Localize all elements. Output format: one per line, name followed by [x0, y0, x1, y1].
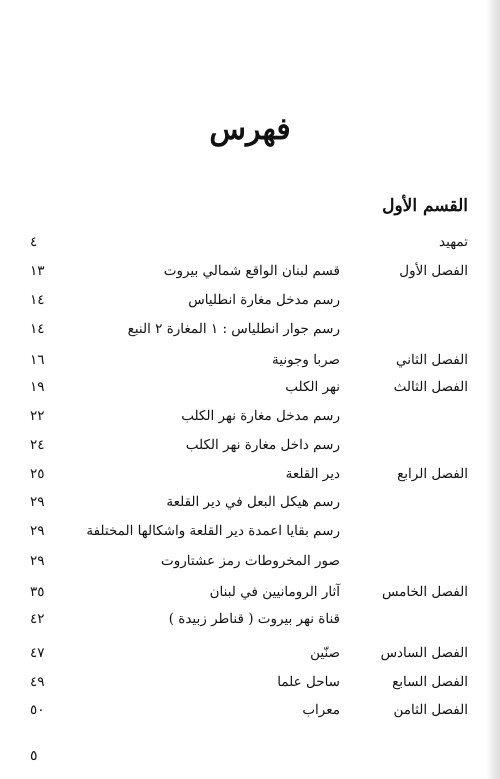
toc-row [0, 674, 500, 698]
toc-page-number: ٢٩ [30, 523, 45, 539]
section-heading: القسم الأول [382, 196, 468, 216]
toc-page-number: ١٣ [30, 263, 45, 279]
toc-chapter: الفصل الرابع [397, 466, 468, 482]
page-title: فهرس [209, 112, 291, 147]
toc-page-number: ١٤ [30, 321, 45, 337]
toc-row [0, 553, 500, 577]
toc-page-number: ٥٠ [30, 702, 45, 718]
toc-row [0, 611, 500, 635]
toc-chapter: تمهيد [439, 234, 468, 250]
toc-entry: قناة نهر بيروت ( قناطر زبيدة ) [168, 611, 340, 627]
toc-entry: رسم جوار انطلياس : ١ المغارة ٢ النبع [127, 321, 340, 337]
toc-row [0, 352, 500, 376]
toc-page-number: ٤٢ [30, 611, 45, 627]
toc-page-number: ٣٥ [30, 584, 45, 600]
toc-row [0, 494, 500, 518]
toc-row [0, 702, 500, 726]
toc-entry: نهر الكلب [285, 379, 340, 395]
toc-page-number: ١٩ [30, 379, 45, 395]
toc-chapter: الفصل الخامس [381, 584, 468, 600]
toc-page-number: ٤ [30, 234, 38, 250]
toc-entry: دير القلعة [285, 466, 340, 482]
toc-entry: رسم مدخل مغارة نهر الكلب [181, 408, 340, 424]
toc-row [0, 466, 500, 490]
toc-entry: صربا وجونية [272, 352, 340, 368]
toc-page-number: ٤٧ [30, 645, 45, 661]
toc-row [0, 379, 500, 403]
toc-row [0, 263, 500, 287]
toc-row [0, 645, 500, 669]
toc-row [0, 523, 500, 547]
toc-page-number: ٢٢ [30, 408, 45, 424]
toc-entry: رسم هيكل البعل في دير القلعة [166, 494, 340, 510]
toc-entry: ساحل علما [277, 674, 340, 690]
toc-entry: صور المخروطات رمز عشتاروت [161, 553, 340, 569]
toc-chapter: الفصل الثاني [396, 352, 468, 368]
toc-entry: قسم لبنان الواقع شمالي بيروت [163, 263, 340, 279]
toc-page-number: ٢٩ [30, 494, 45, 510]
toc-entry: رسم داخل مغارة نهر الكلب [185, 437, 340, 453]
toc-chapter: الفصل الأول [399, 263, 468, 279]
toc-row [0, 408, 500, 432]
toc-row [0, 234, 500, 258]
toc-chapter: الفصل السادس [380, 645, 468, 661]
toc-page-number: ٢٤ [30, 437, 45, 453]
toc-chapter: الفصل الثالث [393, 379, 468, 395]
toc-chapter: الفصل السابع [392, 674, 468, 690]
toc-page-number: ١٦ [30, 352, 45, 368]
toc-chapter: الفصل الثامن [393, 702, 468, 718]
toc-row [0, 437, 500, 461]
toc-entry: صنّين [310, 645, 340, 661]
toc-entry: رسم بقايا اعمدة دير القلعة واشكالها المختلفة [86, 523, 340, 539]
toc-row [0, 321, 500, 345]
toc-page-number: ٢٥ [30, 466, 45, 482]
toc-page-number: ٤٩ [30, 674, 45, 690]
page-folio-number: ٥ [30, 748, 38, 764]
toc-row [0, 584, 500, 608]
toc-entry: معراب [302, 702, 340, 718]
toc-page-number: ٢٩ [30, 553, 45, 569]
toc-row [0, 292, 500, 316]
toc-entry: رسم مدخل مغارة انطلياس [188, 292, 340, 308]
toc-page-number: ١٤ [30, 292, 45, 308]
toc-entry: آثار الرومانيين في لبنان [209, 584, 340, 600]
